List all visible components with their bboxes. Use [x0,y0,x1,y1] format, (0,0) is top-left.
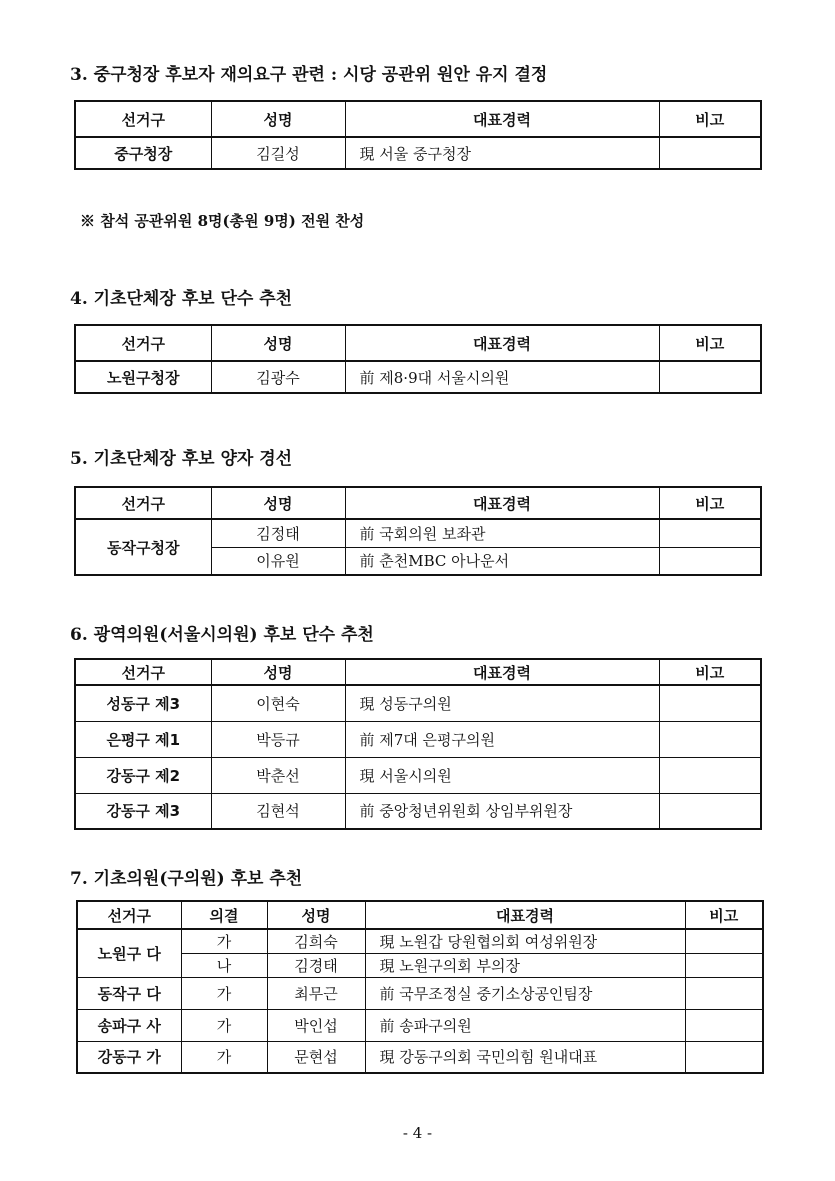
note-cell [659,519,761,547]
table-row [77,977,763,1009]
name-cell: 김희숙 [267,929,365,953]
header-district: 선거구 [77,901,181,929]
district-cell: 중구청장 [75,137,211,169]
name-cell: 김광수 [211,361,345,393]
district-cell: 노원구 다 [77,929,181,977]
district-cell: 성동구 제3 [75,685,211,721]
district-cell: 강동구 제2 [75,757,211,793]
header-note: 비고 [659,325,761,361]
section-3-table [74,100,762,170]
header-order: 의결 [181,901,267,929]
table-row [75,721,761,757]
header-note: 비고 [659,101,761,137]
note-cell [659,547,761,575]
name-cell: 김현석 [211,793,345,829]
name-cell: 이현숙 [211,685,345,721]
career-cell: 現 노원갑 당원협의회 여성위원장 [365,929,685,953]
name-cell: 김정태 [211,519,345,547]
section-4-heading: 4. 기초단체장 후보 단수 추천 [70,289,293,309]
career-cell: 現 강동구의회 국민의힘 원내대표 [365,1041,685,1073]
order-cell: 가 [181,1041,267,1073]
note-cell [685,977,763,1009]
note-cell [685,953,763,977]
career-cell: 前 중앙청년위원회 상임부위원장 [345,793,659,829]
career-cell: 現 서울시의원 [345,757,659,793]
header-note: 비고 [685,901,763,929]
table-row [75,685,761,721]
career-cell: 前 제8·9대 서울시의원 [345,361,659,393]
career-cell: 前 춘천MBC 아나운서 [345,547,659,575]
table-row [77,1041,763,1073]
career-cell: 前 국회의원 보좌관 [345,519,659,547]
note-cell [685,929,763,953]
section-5-table [74,486,762,576]
district-cell: 은평구 제1 [75,721,211,757]
career-cell: 現 서울 중구청장 [345,137,659,169]
header-note: 비고 [659,659,761,685]
header-career: 대표경력 [365,901,685,929]
district-cell: 동작구 다 [77,977,181,1009]
order-cell: 가 [181,977,267,1009]
header-name: 성명 [211,659,345,685]
header-name: 성명 [211,325,345,361]
table-row [77,929,763,953]
section-6-heading: 6. 광역의원(서울시의원) 후보 단수 추천 [70,625,374,645]
header-name: 성명 [211,487,345,519]
name-cell: 최무근 [267,977,365,1009]
order-cell: 나 [181,953,267,977]
district-cell: 동작구청장 [75,519,211,575]
section-4-table [74,324,762,394]
section-7-heading: 7. 기초의원(구의원) 후보 추천 [70,869,303,889]
note-cell [659,757,761,793]
table-row [75,793,761,829]
table-row [75,137,761,169]
table-row [77,1009,763,1041]
career-cell: 前 제7대 은평구의원 [345,721,659,757]
name-cell: 이유원 [211,547,345,575]
order-cell: 가 [181,929,267,953]
section-5-heading: 5. 기초단체장 후보 양자 경선 [70,449,293,469]
header-career: 대표경력 [345,325,659,361]
district-cell: 노원구청장 [75,361,211,393]
table-row [75,361,761,393]
name-cell: 박등규 [211,721,345,757]
district-cell: 송파구 사 [77,1009,181,1041]
district-cell: 강동구 제3 [75,793,211,829]
table-row [75,519,761,547]
header-career: 대표경력 [345,101,659,137]
name-cell: 박인섭 [267,1009,365,1041]
header-district: 선거구 [75,487,211,519]
note-cell [659,793,761,829]
header-district: 선거구 [75,325,211,361]
order-cell: 가 [181,1009,267,1041]
note-cell [659,685,761,721]
name-cell: 박춘선 [211,757,345,793]
section-7-table [76,900,764,1074]
header-career: 대표경력 [345,659,659,685]
note-cell [659,137,761,169]
note-cell [659,721,761,757]
career-cell: 現 노원구의회 부의장 [365,953,685,977]
page-number: - 4 - [402,1124,433,1142]
header-name: 성명 [211,101,345,137]
career-cell: 前 송파구의원 [365,1009,685,1041]
name-cell: 문현섭 [267,1041,365,1073]
note-cell [685,1041,763,1073]
header-district: 선거구 [75,101,211,137]
table-row [75,757,761,793]
header-district: 선거구 [75,659,211,685]
vote-footnote: ※ 참석 공관위원 8명(총원 9명) 전원 찬성 [80,212,365,230]
career-cell: 前 국무조정실 중기소상공인팀장 [365,977,685,1009]
section-3-heading: 3. 중구청장 후보자 재의요구 관련 : 시당 공관위 원안 유지 결정 [70,65,548,85]
header-note: 비고 [659,487,761,519]
section-6-table [74,658,762,830]
note-cell [685,1009,763,1041]
header-career: 대표경력 [345,487,659,519]
header-name: 성명 [267,901,365,929]
name-cell: 김경태 [267,953,365,977]
career-cell: 現 성동구의원 [345,685,659,721]
district-cell: 강동구 가 [77,1041,181,1073]
note-cell [659,361,761,393]
name-cell: 김길성 [211,137,345,169]
